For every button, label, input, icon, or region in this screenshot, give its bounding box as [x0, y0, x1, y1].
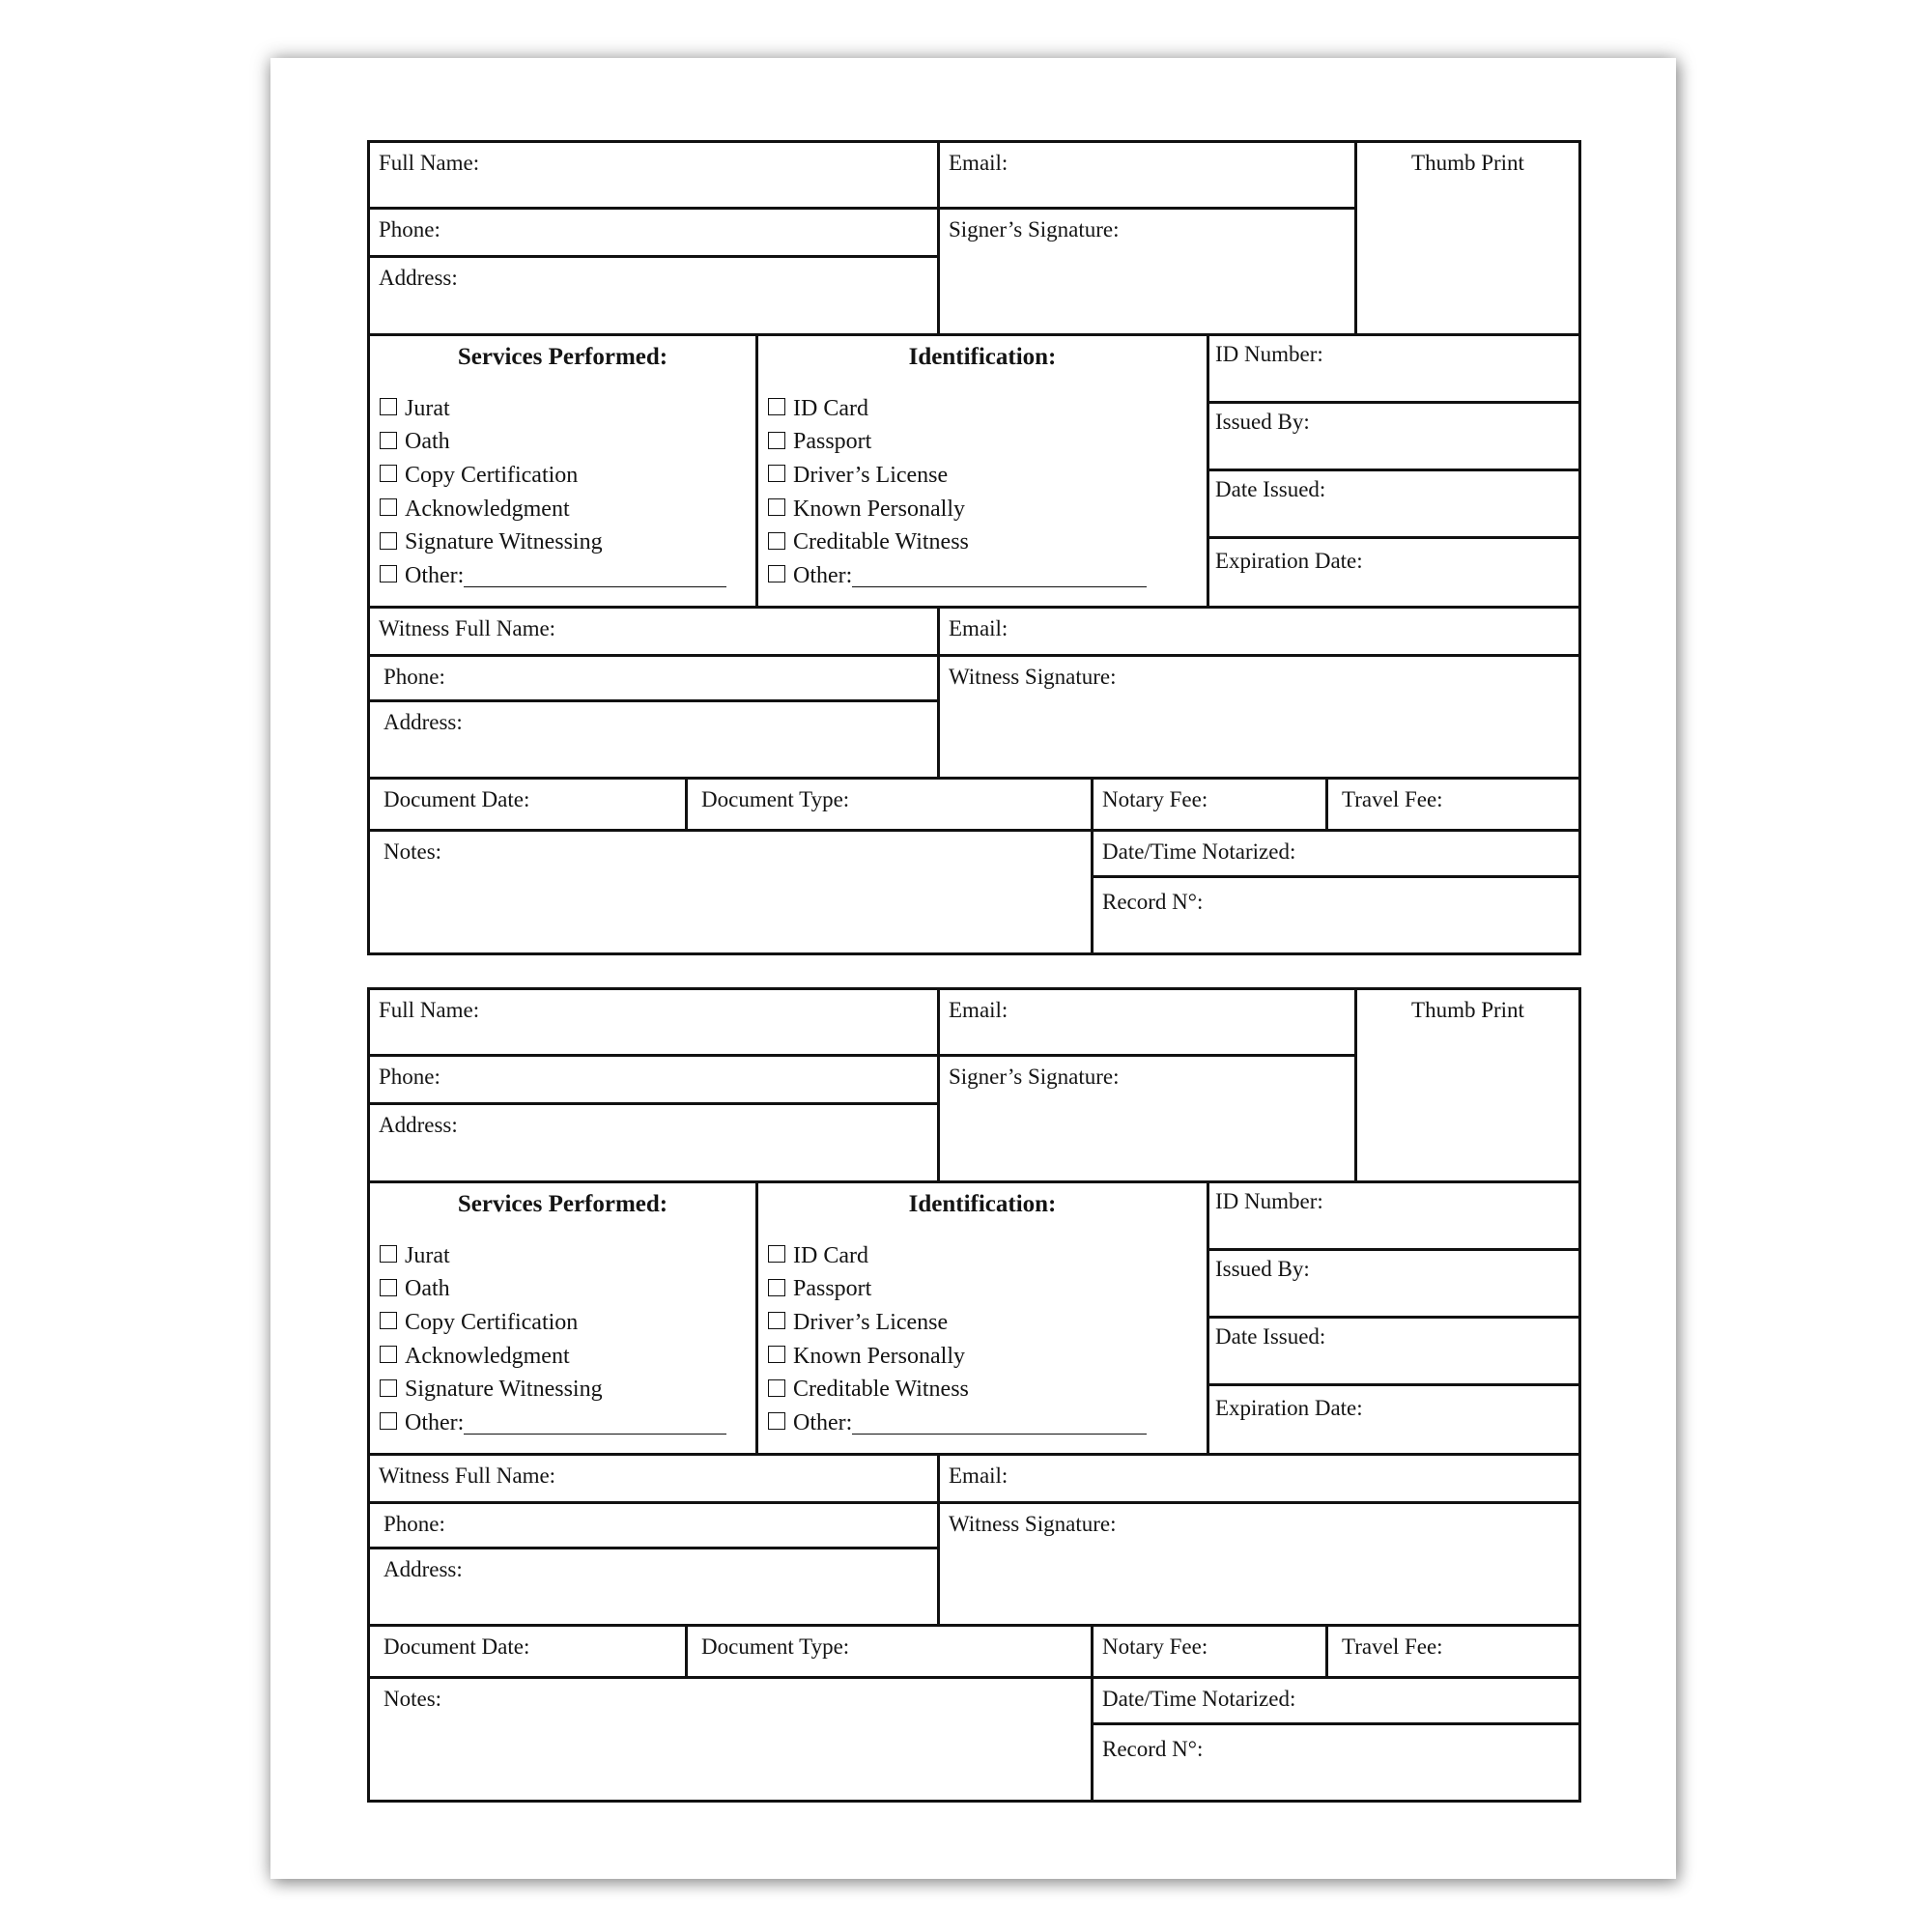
identification-box — [755, 333, 1209, 609]
witness-address-field[interactable] — [367, 699, 940, 780]
witness-email-field[interactable] — [937, 606, 1581, 657]
service-acknowledgment[interactable]: Acknowledgment — [380, 493, 726, 526]
identification-box — [755, 1180, 1209, 1456]
issued-by-label: Issued By: — [1215, 1257, 1310, 1281]
full-name-field[interactable] — [367, 140, 940, 210]
identification-heading: Identification: — [908, 344, 1057, 370]
thumb-print-label: Thumb Print — [1411, 998, 1524, 1022]
service-other[interactable]: Other: — [380, 1406, 726, 1440]
id-card-option[interactable]: ID Card — [768, 392, 1147, 426]
witness-full-name-field[interactable] — [367, 606, 940, 657]
document-type-field[interactable] — [685, 1624, 1094, 1679]
witness-address-label: Address: — [384, 710, 463, 734]
document-date-label: Document Date: — [384, 787, 530, 811]
document-date-label: Document Date: — [384, 1634, 530, 1659]
email-label: Email: — [949, 151, 1009, 175]
record-number-field[interactable] — [1091, 1722, 1581, 1803]
travel-fee-field[interactable] — [1325, 1624, 1581, 1679]
full-name-field[interactable] — [367, 987, 940, 1057]
identification-checklist — [768, 1239, 1147, 1440]
checkbox-icon[interactable] — [380, 565, 397, 582]
checkbox-icon[interactable] — [768, 1412, 785, 1430]
id-number-label: ID Number: — [1215, 1189, 1323, 1213]
record-number-field[interactable] — [1091, 875, 1581, 955]
witness-phone-field[interactable] — [367, 654, 940, 702]
services-heading: Services Performed: — [457, 344, 668, 370]
address-field[interactable] — [367, 1102, 940, 1183]
date-issued-label: Date Issued: — [1215, 477, 1326, 501]
checkbox-icon[interactable] — [768, 432, 785, 449]
known-personally-option[interactable]: Known Personally — [768, 493, 1147, 526]
signer-signature-label: Signer’s Signature: — [949, 1065, 1120, 1089]
checkbox-icon[interactable] — [768, 532, 785, 550]
document-type-field[interactable] — [685, 777, 1094, 832]
phone-label: Phone: — [379, 1065, 440, 1089]
checkbox-icon[interactable] — [380, 498, 397, 516]
witness-address-field[interactable] — [367, 1547, 940, 1627]
notes-label: Notes: — [384, 1687, 442, 1711]
notary-fee-label: Notary Fee: — [1102, 787, 1208, 811]
full-name-label: Full Name: — [379, 151, 480, 175]
checkbox-icon[interactable] — [768, 1279, 785, 1296]
document-type-label: Document Type: — [701, 1634, 850, 1659]
creditable-witness-option[interactable]: Creditable Witness — [768, 526, 1147, 559]
other-blank-line[interactable] — [464, 1412, 726, 1435]
checkbox-icon[interactable] — [380, 465, 397, 482]
date-issued-field[interactable] — [1207, 469, 1581, 539]
service-other[interactable]: Other: — [380, 559, 726, 593]
phone-field[interactable] — [367, 207, 940, 258]
email-field[interactable] — [937, 140, 1357, 210]
service-acknowledgment[interactable]: Acknowledgment — [380, 1340, 726, 1374]
checkbox-icon[interactable] — [380, 432, 397, 449]
witness-email-label: Email: — [949, 1463, 1009, 1488]
witness-phone-field[interactable] — [367, 1501, 940, 1549]
expiration-date-label: Expiration Date: — [1215, 1396, 1363, 1420]
service-copy-certification[interactable]: Copy Certification — [380, 459, 726, 493]
checkbox-icon[interactable] — [380, 1379, 397, 1397]
creditable-witness-option[interactable]: Creditable Witness — [768, 1373, 1147, 1406]
witness-signature-label: Witness Signature: — [949, 1512, 1117, 1536]
date-time-notarized-field[interactable] — [1091, 1676, 1581, 1725]
drivers-license-option[interactable]: Driver’s License — [768, 459, 1147, 493]
id-other-option[interactable]: Other: — [768, 1406, 1147, 1440]
witness-signature-field[interactable] — [937, 654, 1581, 780]
phone-field[interactable] — [367, 1054, 940, 1105]
notary-record-1 — [367, 140, 1581, 955]
expiration-date-field[interactable] — [1207, 536, 1581, 609]
document-date-field[interactable] — [367, 1624, 688, 1679]
drivers-license-option[interactable]: Driver’s License — [768, 1306, 1147, 1340]
date-issued-label: Date Issued: — [1215, 1324, 1326, 1349]
notes-field[interactable] — [367, 829, 1094, 955]
witness-signature-field[interactable] — [937, 1501, 1581, 1627]
service-oath[interactable]: Oath — [380, 1273, 726, 1307]
checkbox-icon[interactable] — [380, 1346, 397, 1363]
services-checklist — [380, 392, 726, 593]
record-number-label: Record N°: — [1102, 890, 1204, 914]
document-date-field[interactable] — [367, 777, 688, 832]
notary-fee-field[interactable] — [1091, 777, 1328, 832]
services-checklist — [380, 1239, 726, 1440]
checkbox-icon[interactable] — [768, 498, 785, 516]
witness-address-label: Address: — [384, 1557, 463, 1581]
issued-by-field[interactable] — [1207, 401, 1581, 471]
checkbox-icon[interactable] — [380, 1312, 397, 1329]
thumb-print-box[interactable] — [1354, 987, 1581, 1183]
notary-record-2 — [367, 987, 1581, 1803]
identification-heading: Identification: — [908, 1191, 1057, 1217]
witness-full-name-field[interactable] — [367, 1453, 940, 1504]
service-jurat[interactable]: Jurat — [380, 392, 726, 426]
signer-signature-field[interactable] — [937, 1054, 1357, 1183]
witness-email-field[interactable] — [937, 1453, 1581, 1504]
services-heading: Services Performed: — [457, 1191, 668, 1217]
date-time-notarized-label: Date/Time Notarized: — [1102, 1687, 1296, 1711]
checkbox-icon[interactable] — [768, 565, 785, 582]
notes-field[interactable] — [367, 1676, 1094, 1803]
witness-email-label: Email: — [949, 616, 1009, 640]
notary-fee-field[interactable] — [1091, 1624, 1328, 1679]
services-performed-box — [367, 333, 758, 609]
document-type-label: Document Type: — [701, 787, 850, 811]
travel-fee-label: Travel Fee: — [1342, 1634, 1443, 1659]
address-label: Address: — [379, 1113, 458, 1137]
checkbox-icon[interactable] — [768, 1379, 785, 1397]
date-time-notarized-field[interactable] — [1091, 829, 1581, 878]
email-field[interactable] — [937, 987, 1357, 1057]
issued-by-label: Issued By: — [1215, 410, 1310, 434]
other-blank-line[interactable] — [852, 565, 1147, 587]
checkbox-icon[interactable] — [768, 398, 785, 415]
phone-label: Phone: — [379, 217, 440, 242]
witness-phone-label: Phone: — [384, 1512, 445, 1536]
checkbox-icon[interactable] — [380, 398, 397, 415]
checkbox-icon[interactable] — [380, 1279, 397, 1296]
service-copy-certification[interactable]: Copy Certification — [380, 1306, 726, 1340]
service-signature-witnessing[interactable]: Signature Witnessing — [380, 1373, 726, 1406]
services-performed-box — [367, 1180, 758, 1456]
thumb-print-box[interactable] — [1354, 140, 1581, 336]
known-personally-option[interactable]: Known Personally — [768, 1340, 1147, 1374]
email-label: Email: — [949, 998, 1009, 1022]
notary-fee-label: Notary Fee: — [1102, 1634, 1208, 1659]
expiration-date-label: Expiration Date: — [1215, 549, 1363, 573]
checkbox-icon[interactable] — [380, 532, 397, 550]
id-number-label: ID Number: — [1215, 342, 1323, 366]
witness-signature-label: Witness Signature: — [949, 665, 1117, 689]
travel-fee-label: Travel Fee: — [1342, 787, 1443, 811]
record-number-label: Record N°: — [1102, 1737, 1204, 1761]
signer-signature-field[interactable] — [937, 207, 1357, 336]
checkbox-icon[interactable] — [768, 1346, 785, 1363]
passport-option[interactable]: Passport — [768, 1273, 1147, 1307]
expiration-date-field[interactable] — [1207, 1383, 1581, 1456]
issued-by-field[interactable] — [1207, 1248, 1581, 1319]
checkbox-icon[interactable] — [380, 1245, 397, 1263]
id-card-option[interactable]: ID Card — [768, 1239, 1147, 1273]
thumb-print-label: Thumb Print — [1411, 151, 1524, 175]
paper-sheet — [270, 58, 1676, 1879]
witness-full-name-label: Witness Full Name: — [379, 616, 556, 640]
address-field[interactable] — [367, 255, 940, 336]
other-blank-line[interactable] — [464, 565, 726, 587]
other-blank-line[interactable] — [852, 1412, 1147, 1435]
service-oath[interactable]: Oath — [380, 426, 726, 460]
id-number-field[interactable] — [1207, 1180, 1581, 1251]
identification-checklist — [768, 392, 1147, 593]
notes-label: Notes: — [384, 839, 442, 864]
passport-option[interactable]: Passport — [768, 426, 1147, 460]
id-number-field[interactable] — [1207, 333, 1581, 404]
full-name-label: Full Name: — [379, 998, 480, 1022]
signer-signature-label: Signer’s Signature: — [949, 217, 1120, 242]
date-time-notarized-label: Date/Time Notarized: — [1102, 839, 1296, 864]
address-label: Address: — [379, 266, 458, 290]
checkbox-icon[interactable] — [768, 1312, 785, 1329]
checkbox-icon[interactable] — [768, 465, 785, 482]
date-issued-field[interactable] — [1207, 1316, 1581, 1386]
checkbox-icon[interactable] — [768, 1245, 785, 1263]
id-other-option[interactable]: Other: — [768, 559, 1147, 593]
service-jurat[interactable]: Jurat — [380, 1239, 726, 1273]
service-signature-witnessing[interactable]: Signature Witnessing — [380, 526, 726, 559]
checkbox-icon[interactable] — [380, 1412, 397, 1430]
witness-full-name-label: Witness Full Name: — [379, 1463, 556, 1488]
witness-phone-label: Phone: — [384, 665, 445, 689]
travel-fee-field[interactable] — [1325, 777, 1581, 832]
